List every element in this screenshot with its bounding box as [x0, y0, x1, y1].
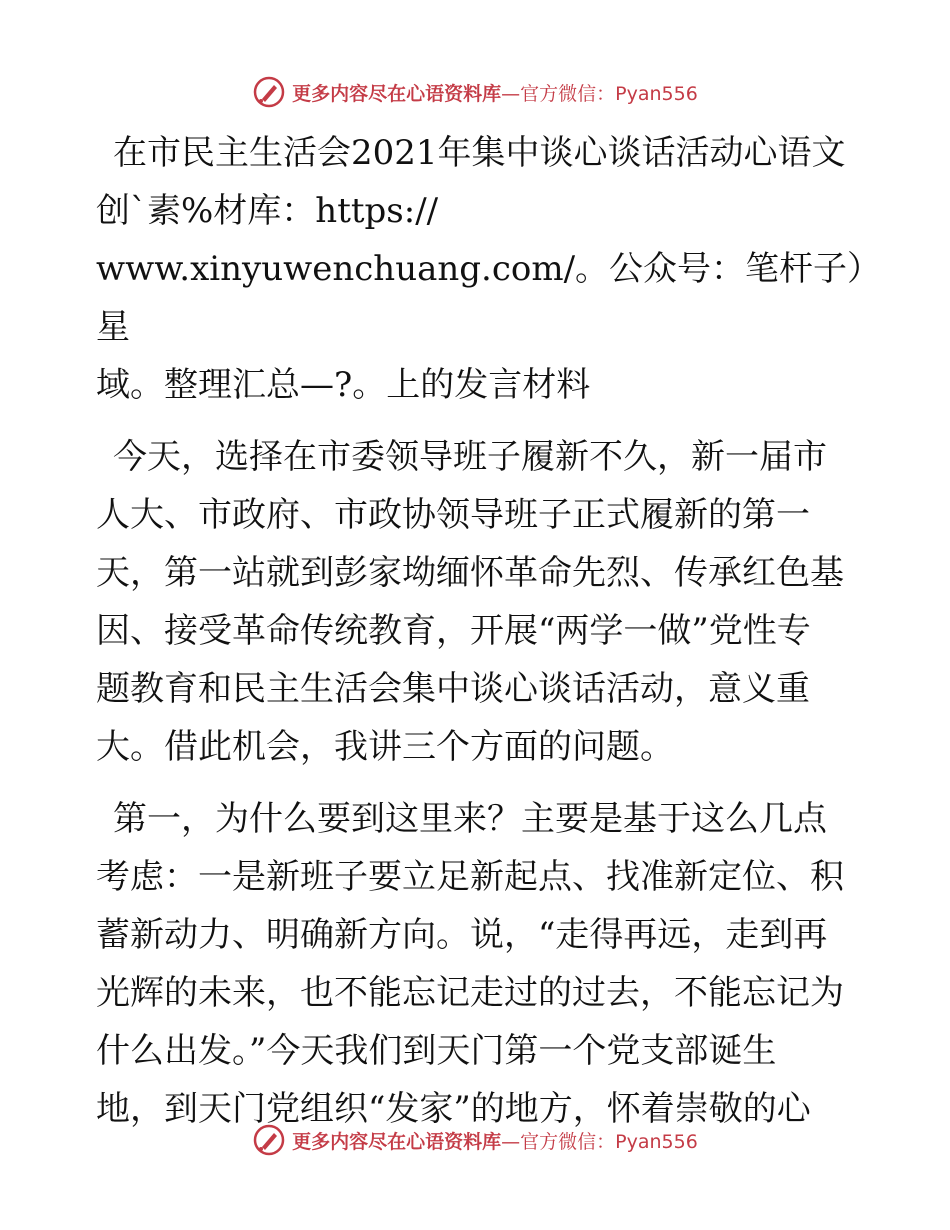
paragraph-line: 大。借此机会，我讲三个方面的问题。	[96, 727, 674, 767]
watermark-main-text: 更多内容尽在心语资料库	[292, 82, 502, 105]
header-watermark	[0, 72, 950, 112]
document-body	[96, 124, 866, 1138]
paragraph-line: 什么出发。”今天我们到天门第一个党支部诞生	[96, 1031, 777, 1071]
paragraph-line: 考虑：一是新班子要立足新起点、找准新定位、积	[96, 857, 844, 897]
pen-circle-logo-icon	[252, 1123, 286, 1157]
footer-watermark	[0, 1120, 950, 1160]
paragraph-2	[96, 790, 866, 1138]
document-title	[96, 124, 866, 414]
watermark-wechat-text: —官方微信：Pyan556	[501, 82, 698, 105]
paragraph-1	[96, 428, 866, 776]
paragraph-line: 地，到天门党组织“发家”的地方，怀着崇敬的心	[96, 1089, 811, 1129]
pen-circle-logo-icon	[252, 75, 286, 109]
watermark-wechat-text: —官方微信：Pyan556	[501, 1130, 698, 1153]
paragraph-line: 人大、市政府、市政协领导班子正式履新的第一	[96, 495, 810, 535]
watermark-main-text: 更多内容尽在心语资料库	[292, 1130, 502, 1153]
paragraph-line: 题教育和民主生活会集中谈心谈话活动，意义重	[96, 669, 810, 709]
paragraph-line: 因、接受革命传统教育，开展“两学一做”党性专	[96, 611, 811, 651]
title-line: 创`素%材库：https://	[96, 191, 439, 231]
paragraph-line: 第一，为什么要到这里来？主要是基于这么几点	[113, 799, 827, 839]
paragraph-line: 蓄新动力、明确新方向。说，“走得再远，走到再	[96, 915, 828, 955]
title-line: www.xinyuwenchuang.com/。公众号：笔杆子）星	[96, 249, 865, 347]
title-line: 域。整理汇总—?。上的发言材料	[96, 365, 591, 405]
title-line: 在市民主生活会2021年集中谈心谈话活动心语文	[113, 133, 846, 173]
paragraph-line: 今天，选择在市委领导班子履新不久，新一届市	[113, 437, 827, 477]
paragraph-line: 天，第一站就到彭家坳缅怀革命先烈、传承红色基	[96, 553, 844, 593]
paragraph-line: 光辉的未来，也不能忘记走过的过去，不能忘记为	[96, 973, 844, 1013]
